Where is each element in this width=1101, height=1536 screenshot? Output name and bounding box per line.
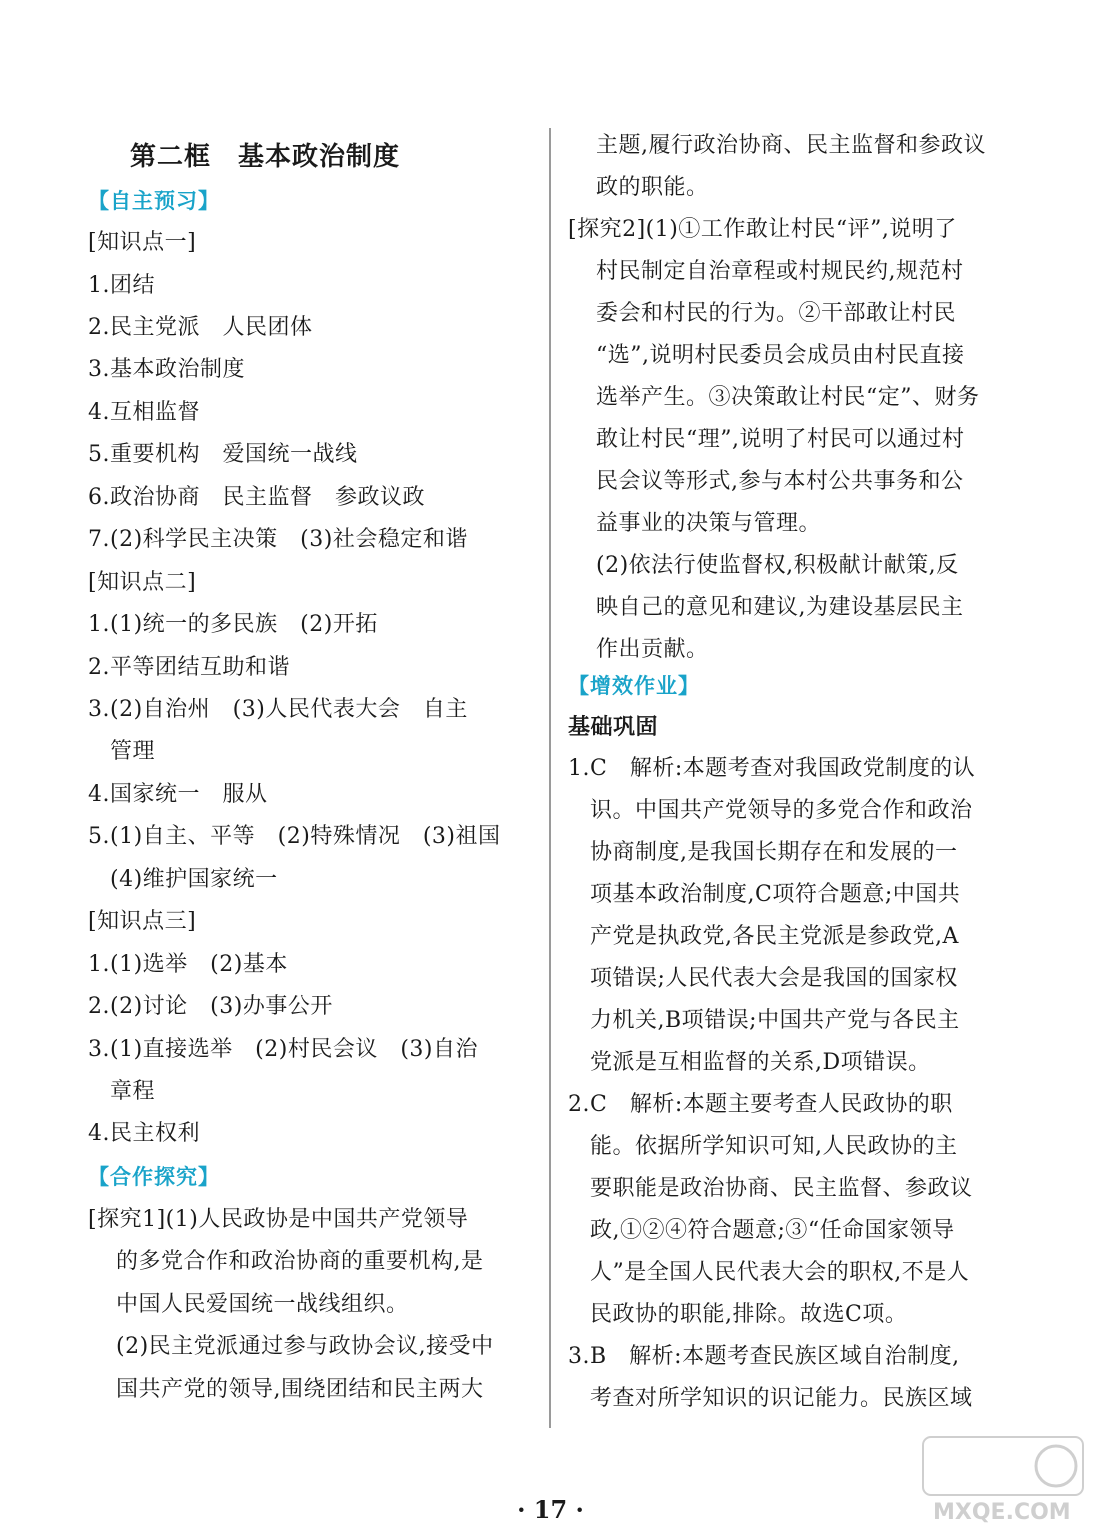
answer-explanation-line: 产党是执政党,各民主党派是参政党,A — [590, 924, 959, 949]
answer-line: 5.重要机构 爱国统一战线 — [88, 442, 358, 467]
answer-line: 章程 — [110, 1079, 156, 1104]
paragraph-line: 政的职能。 — [596, 175, 709, 200]
paragraph-line: 委会和村民的行为。②干部敢让村民 — [596, 301, 957, 326]
knowledge-point-1-heading: [知识点一] — [88, 230, 197, 255]
paragraph-line: 益事业的决策与管理。 — [596, 511, 822, 536]
answer-line: 3.基本政治制度 — [88, 357, 245, 382]
answer-explanation-line: 要职能是政治协商、民主监督、参政议 — [590, 1176, 973, 1201]
answer-line: 3.(1)直接选举 (2)村民会议 (3)自治 — [88, 1037, 478, 1062]
answer-line: 4.民主权利 — [88, 1121, 200, 1146]
paragraph-line: 的多党合作和政治协商的重要机构,是 — [116, 1249, 484, 1274]
answer-line: 3.(2)自治州 (3)人民代表大会 自主 — [88, 697, 468, 722]
answer-line: 管理 — [110, 739, 156, 764]
column-divider — [549, 128, 551, 1428]
answer-explanation-line: 人”是全国人民代表大会的职权,不是人 — [590, 1260, 970, 1285]
paragraph-line: 作出贡献。 — [596, 637, 709, 662]
section-title: 第二框 基本政治制度 — [129, 142, 400, 172]
answer-line: 2.平等团结互助和谐 — [88, 655, 290, 680]
paragraph-line: [探究2](1)①工作敢让村民“评”,说明了 — [568, 217, 957, 242]
section-tag-preview: 【自主预习】 — [88, 189, 220, 213]
basic-consolidation-heading: 基础巩固 — [568, 714, 659, 740]
answer-explanation-line: 党派是互相监督的关系,D项错误。 — [590, 1050, 931, 1075]
section-tag-homework: 【增效作业】 — [568, 674, 700, 698]
paragraph-line: 民会议等形式,参与本村公共事务和公 — [596, 469, 964, 494]
answer-explanation-line: 项基本政治制度,C项符合题意;中国共 — [590, 882, 961, 907]
paragraph-line: 选举产生。③决策敢让村民“定”、财务 — [596, 385, 980, 410]
answer-explanation-line: 3.B 解析:本题考查民族区域自治制度, — [568, 1344, 960, 1369]
paragraph-line: 国共产党的领导,围绕团结和民主两大 — [116, 1377, 484, 1402]
answer-explanation-line: 1.C 解析:本题考查对我国政党制度的认 — [568, 756, 976, 781]
answer-line: (4)维护国家统一 — [110, 867, 278, 892]
answer-explanation-line: 能。依据所学知识可知,人民政协的主 — [590, 1134, 958, 1159]
answer-explanation-line: 协商制度,是我国长期存在和发展的一 — [590, 840, 958, 865]
answer-explanation-line: 民政协的职能,排除。故选C项。 — [590, 1302, 908, 1327]
page-number: · 17 · — [517, 1495, 584, 1524]
paragraph-line: 中国人民爱国统一战线组织。 — [116, 1292, 409, 1317]
paragraph-line: 村民制定自治章程或村规民约,规范村 — [596, 259, 964, 284]
paragraph-line: (2)依法行使监督权,积极献计献策,反 — [596, 553, 959, 578]
answer-line: 5.(1)自主、平等 (2)特殊情况 (3)祖国 — [88, 824, 501, 849]
answer-line: 1.(1)统一的多民族 (2)开拓 — [88, 612, 378, 637]
paragraph-line: (2)民主党派通过参与政协会议,接受中 — [116, 1334, 494, 1359]
knowledge-point-2-heading: [知识点二] — [88, 570, 197, 595]
paragraph-line: 主题,履行政治协商、民主监督和参政议 — [596, 133, 986, 158]
answer-explanation-line: 考查对所学知识的识记能力。民族区域 — [590, 1386, 973, 1411]
watermark-text: MXQE.COM — [933, 1500, 1071, 1525]
paragraph-line: 映自己的意见和建议,为建设基层民主 — [596, 595, 964, 620]
answer-line: 2.(2)讨论 (3)办事公开 — [88, 994, 333, 1019]
answer-explanation-line: 识。中国共产党领导的多党合作和政治 — [590, 798, 973, 823]
answer-line: 1.(1)选举 (2)基本 — [88, 952, 288, 977]
answer-explanation-line: 政,①②④符合题意;③“任命国家领导 — [590, 1218, 955, 1243]
watermark-logo — [921, 1433, 1091, 1528]
section-tag-explore: 【合作探究】 — [88, 1165, 220, 1189]
paragraph-line: [探究1](1)人民政协是中国共产党领导 — [88, 1207, 469, 1232]
answer-line: 6.政治协商 民主监督 参政议政 — [88, 485, 425, 510]
knowledge-point-3-heading: [知识点三] — [88, 909, 197, 934]
answer-explanation-line: 2.C 解析:本题主要考查人民政协的职 — [568, 1092, 953, 1117]
paragraph-line: “选”,说明村民委员会成员由村民直接 — [596, 343, 965, 368]
answer-line: 4.国家统一 服从 — [88, 782, 268, 807]
paragraph-line: 敢让村民“理”,说明了村民可以通过村 — [596, 427, 965, 452]
answer-line: 7.(2)科学民主决策 (3)社会稳定和谐 — [88, 527, 468, 552]
answer-line: 1.团结 — [88, 273, 155, 298]
answer-explanation-line: 力机关,B项错误;中国共产党与各民主 — [590, 1008, 960, 1033]
answer-explanation-line: 项错误;人民代表大会是我国的国家权 — [590, 966, 958, 991]
answer-line: 4.互相监督 — [88, 400, 200, 425]
answer-line: 2.民主党派 人民团体 — [88, 315, 313, 340]
